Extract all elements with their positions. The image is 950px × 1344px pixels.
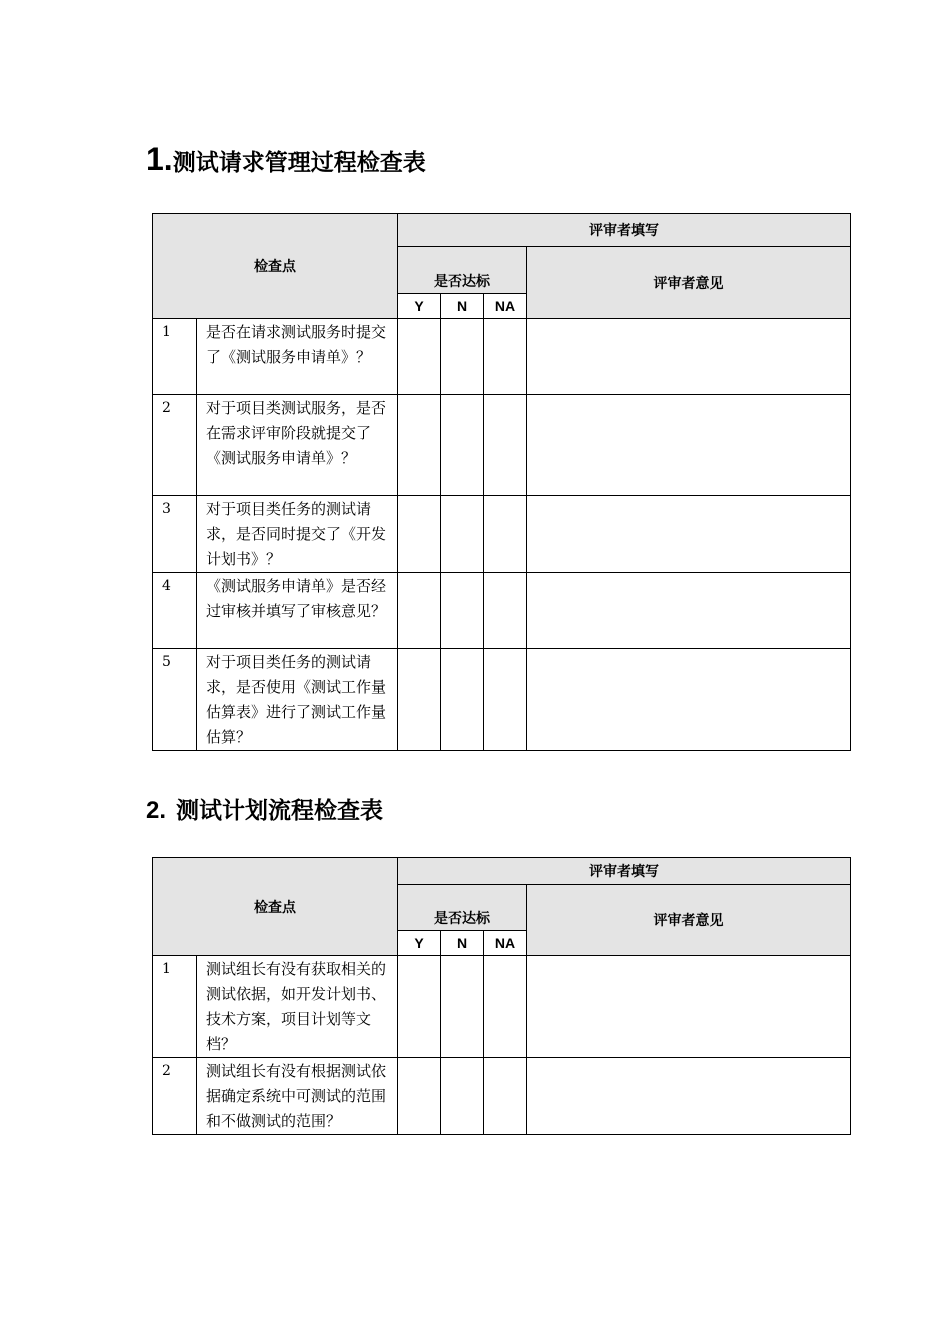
row-number: 4 xyxy=(153,573,197,649)
opinion-cell[interactable] xyxy=(527,395,851,496)
n-cell[interactable] xyxy=(441,1058,484,1135)
opinion-cell[interactable] xyxy=(527,573,851,649)
checkpoint-text: 对于项目类测试服务，是否在需求评审阶段就提交了《测试服务申请单》？ xyxy=(197,395,398,496)
y-header: Y xyxy=(398,294,441,319)
section2-checklist-table xyxy=(152,857,851,1135)
na-cell[interactable] xyxy=(484,956,527,1058)
reviewer-opinion-header: 评审者意见 xyxy=(527,885,851,956)
section2-table-body xyxy=(153,858,851,1135)
header-row-1 xyxy=(153,858,851,885)
na-cell[interactable] xyxy=(484,573,527,649)
checkpoint-text: 是否在请求测试服务时提交了《测试服务申请单》？ xyxy=(197,319,398,395)
na-cell[interactable] xyxy=(484,496,527,573)
table-row xyxy=(153,496,851,573)
n-header: N xyxy=(441,294,484,319)
y-cell[interactable] xyxy=(398,395,441,496)
na-cell[interactable] xyxy=(484,319,527,395)
y-header: Y xyxy=(398,931,441,956)
y-cell[interactable] xyxy=(398,956,441,1058)
header-row-1 xyxy=(153,214,851,247)
row-number: 3 xyxy=(153,496,197,573)
reviewer-fill-header: 评审者填写 xyxy=(398,214,851,247)
reviewer-fill-header: 评审者填写 xyxy=(398,858,851,885)
y-cell[interactable] xyxy=(398,573,441,649)
opinion-cell[interactable] xyxy=(527,956,851,1058)
n-cell[interactable] xyxy=(441,649,484,751)
n-cell[interactable] xyxy=(441,573,484,649)
na-cell[interactable] xyxy=(484,649,527,751)
table-row xyxy=(153,649,851,751)
section1-title: 测试请求管理过程检查表 xyxy=(172,150,426,176)
checkpoint-text: 《测试服务申请单》是否经过审核并填写了审核意见？ xyxy=(197,573,398,649)
opinion-cell[interactable] xyxy=(527,496,851,573)
row-number: 2 xyxy=(153,395,197,496)
opinion-cell[interactable] xyxy=(527,649,851,751)
table-row xyxy=(153,956,851,1058)
section2-heading xyxy=(146,792,383,825)
section1-table-body xyxy=(153,214,851,751)
compliance-header: 是否达标 xyxy=(398,247,527,294)
row-number: 2 xyxy=(153,1058,197,1135)
table-row xyxy=(153,319,851,395)
y-cell[interactable] xyxy=(398,496,441,573)
y-cell[interactable] xyxy=(398,1058,441,1135)
y-cell[interactable] xyxy=(398,649,441,751)
n-cell[interactable] xyxy=(441,956,484,1058)
na-header: NA xyxy=(484,294,527,319)
checkpoint-text: 对于项目类任务的测试请求，是否使用《测试工作量估算表》进行了测试工作量估算？ xyxy=(197,649,398,751)
na-header: NA xyxy=(484,931,527,956)
na-cell[interactable] xyxy=(484,1058,527,1135)
opinion-cell[interactable] xyxy=(527,1058,851,1135)
row-number: 1 xyxy=(153,319,197,395)
section1-checklist-table xyxy=(152,213,851,751)
n-cell[interactable] xyxy=(441,395,484,496)
section1-heading xyxy=(146,140,426,178)
section2-number: 2. xyxy=(146,797,167,824)
section2-title: 测试计划流程检查表 xyxy=(176,798,384,824)
checkpoint-text: 测试组长有没有根据测试依据确定系统中可测试的范围和不做测试的范围？ xyxy=(197,1058,398,1135)
n-cell[interactable] xyxy=(441,496,484,573)
opinion-cell[interactable] xyxy=(527,319,851,395)
row-number: 5 xyxy=(153,649,197,751)
table-row xyxy=(153,573,851,649)
na-cell[interactable] xyxy=(484,395,527,496)
n-header: N xyxy=(441,931,484,956)
checkpoint-text: 测试组长有没有获取相关的测试依据，如开发计划书、技术方案，项目计划等文档？ xyxy=(197,956,398,1058)
table-row xyxy=(153,1058,851,1135)
checkpoint-header: 检查点 xyxy=(153,214,398,319)
reviewer-opinion-header: 评审者意见 xyxy=(527,247,851,319)
row-number: 1 xyxy=(153,956,197,1058)
checkpoint-header: 检查点 xyxy=(153,858,398,956)
checkpoint-text: 对于项目类任务的测试请求，是否同时提交了《开发计划书》？ xyxy=(197,496,398,573)
n-cell[interactable] xyxy=(441,319,484,395)
table-row xyxy=(153,395,851,496)
compliance-header: 是否达标 xyxy=(398,885,527,931)
section1-number: 1. xyxy=(146,141,173,177)
y-cell[interactable] xyxy=(398,319,441,395)
